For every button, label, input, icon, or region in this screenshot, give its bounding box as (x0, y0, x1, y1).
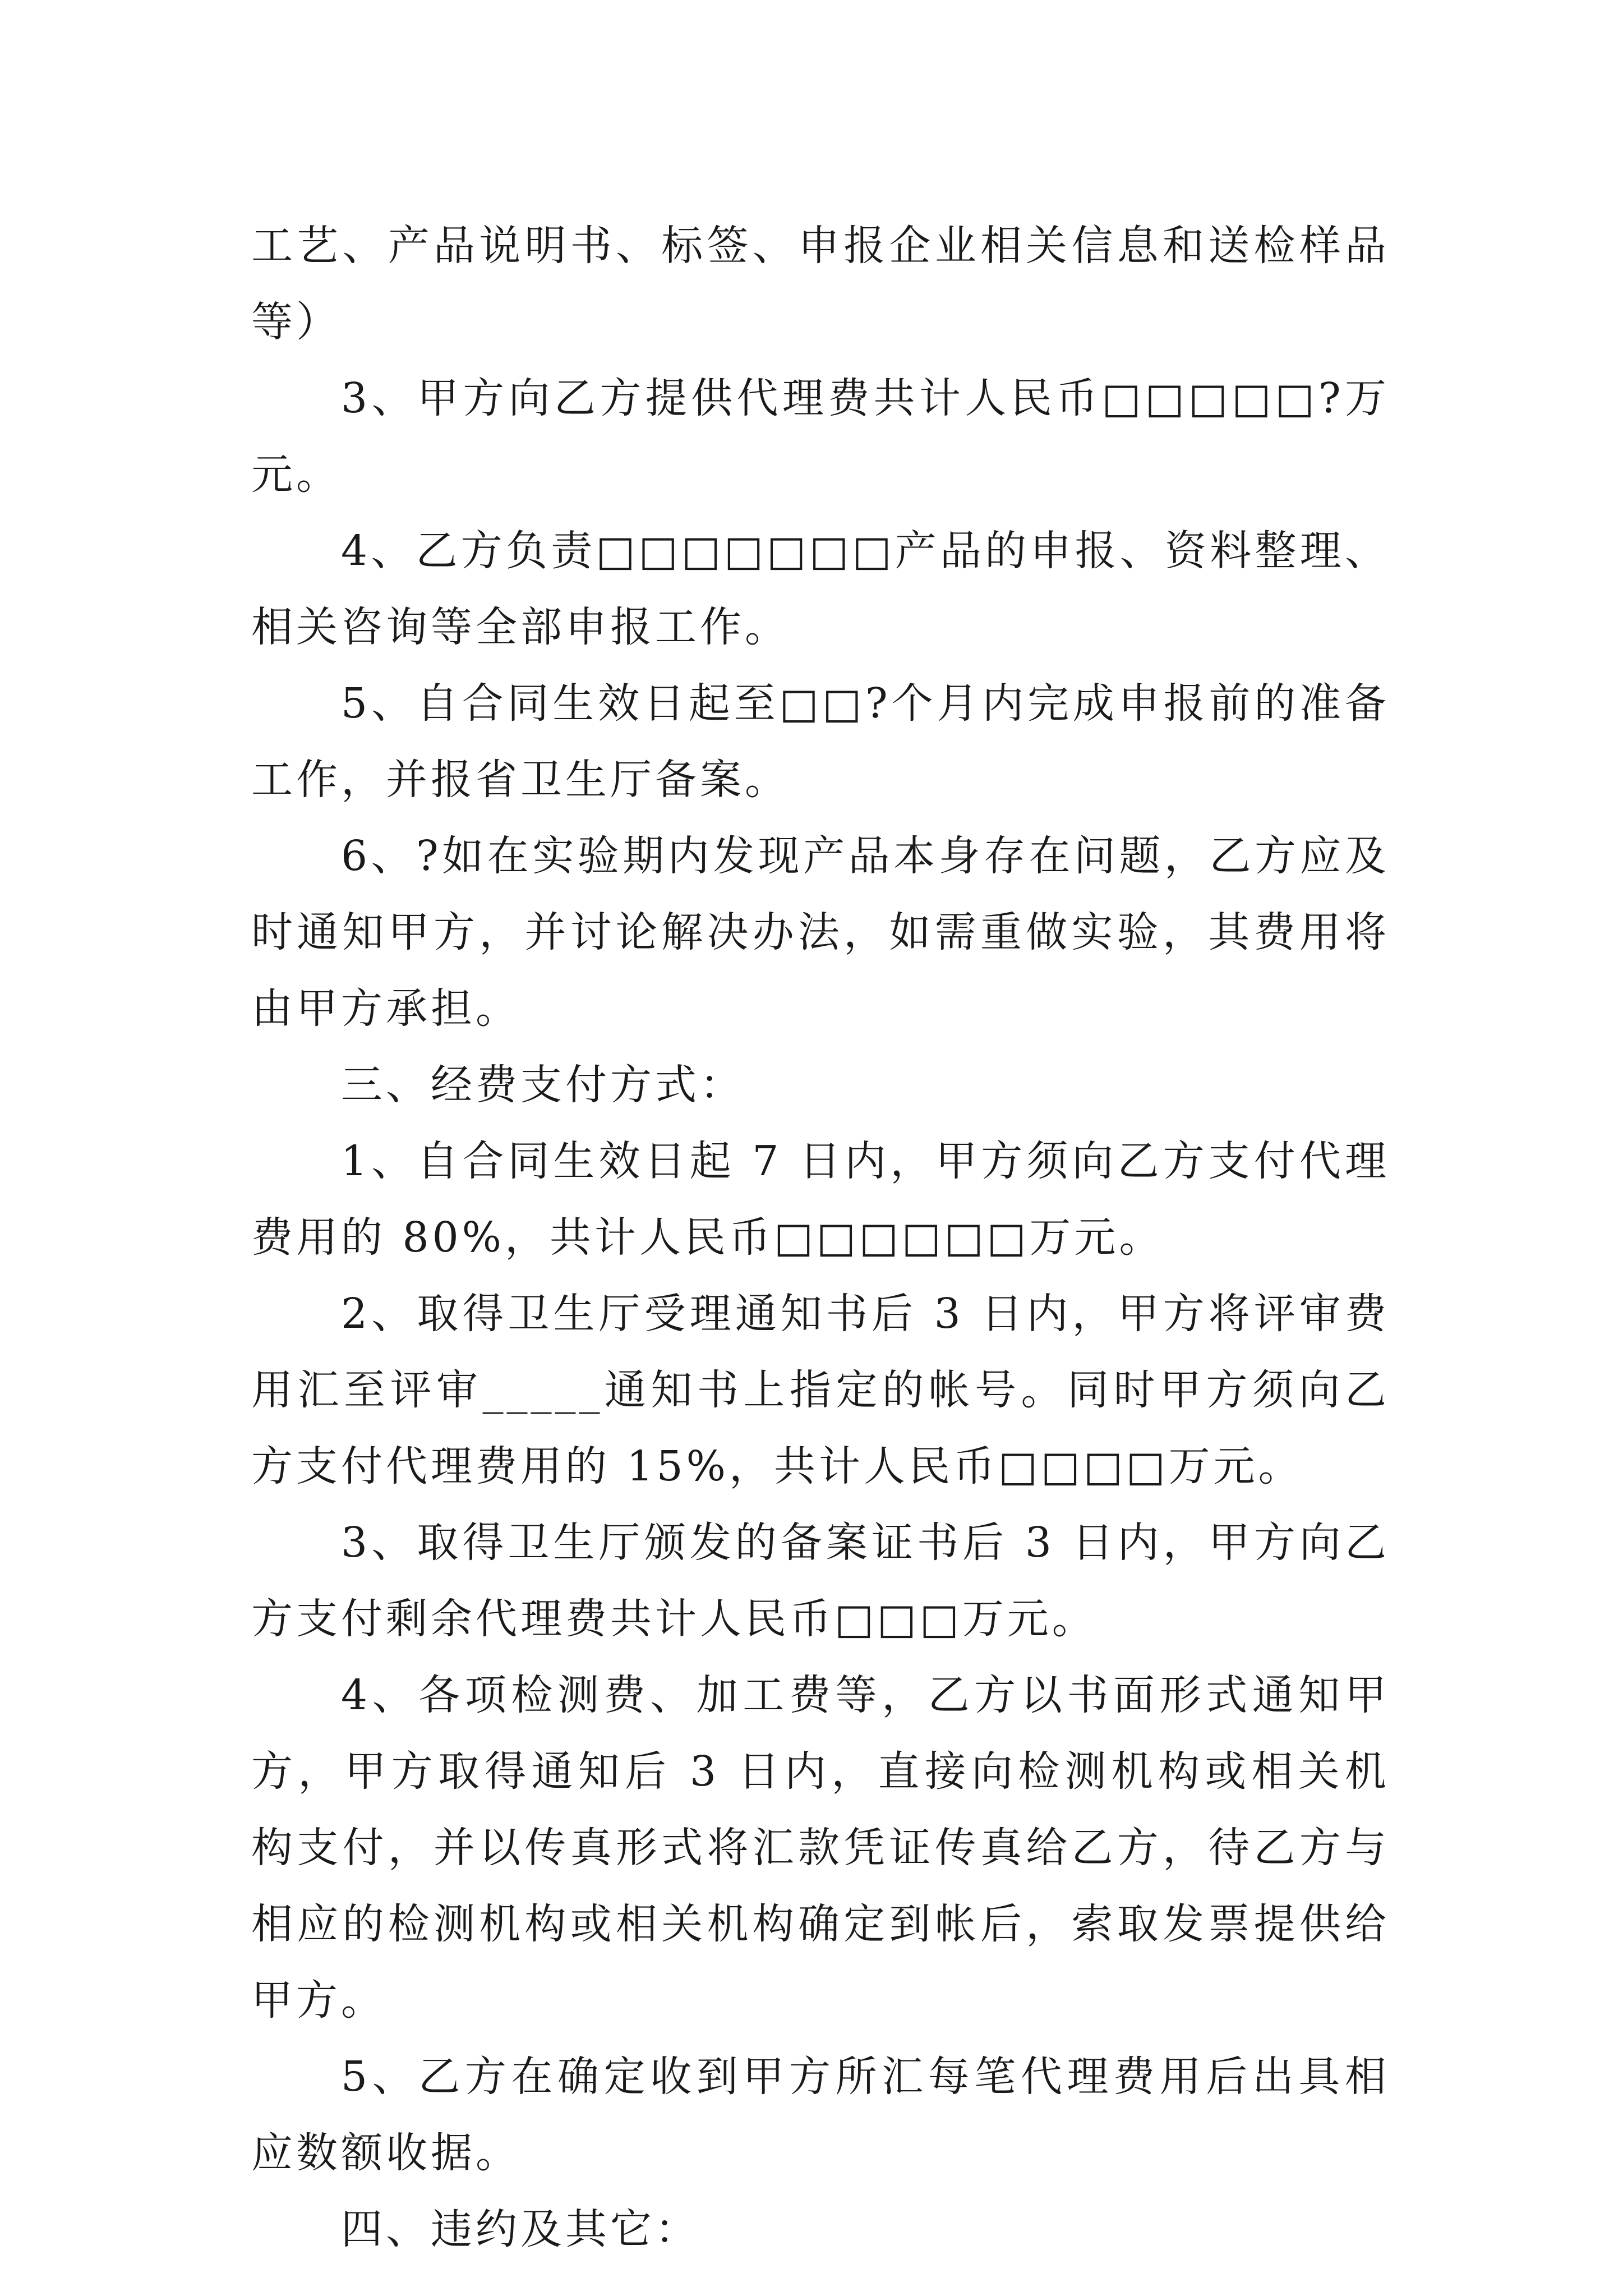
paragraph-11: 5、乙方在确定收到甲方所汇每笔代理费用后出具相应数额收据。 (251, 2053, 1390, 2177)
paragraph-1: 工艺、产品说明书、标签、申报企业相关信息和送检样品等） (251, 222, 1390, 346)
section-heading-payment: 三、经费支付方式： (341, 1061, 745, 1109)
paragraph-8: 2、取得卫生厅受理通知书后 3 日内，甲方将评审费用汇至评审_____通知书上指定的帐号。同时甲方须向乙方支付代理费用的 15%，共计人民币□□□□万元。 (251, 1290, 1390, 1490)
document-body (251, 208, 1390, 2267)
paragraph-7: 1、自合同生效日起 7 日内，甲方须向乙方支付代理费用的 80%，共计人民币□□□□□□万元。 (251, 1137, 1390, 1262)
section-heading-breach: 四、违约及其它： (341, 2205, 700, 2253)
paragraph-5: 6、?如在实验期内发现产品本身存在问题，乙方应及时通知甲方，并讨论解决办法，如需重做实验，其费用将由甲方承担。 (251, 832, 1390, 1033)
paragraph-9: 3、取得卫生厅颁发的备案证书后 3 日内，甲方向乙方支付剩余代理费共计人民币□□□万元。 (251, 1519, 1390, 1643)
paragraph-10: 4、各项检测费、加工费等，乙方以书面形式通知甲方，甲方取得通知后 3 日内，直接向检测机构或相关机构支付，并以传真形式将汇款凭证传真给乙方，待乙方与相应的检测机构或相关机构确定到帐后，索取发票提供给甲方。 (251, 1671, 1390, 2024)
paragraph-3: 4、乙方负责□□□□□□□产品的申报、资料整理、相关咨询等全部申报工作。 (251, 527, 1390, 651)
paragraph-4: 5、自合同生效日起至□□?个月内完成申报前的准备工作，并报省卫生厅备案。 (251, 679, 1390, 804)
paragraph-2: 3、甲方向乙方提供代理费共计人民币□□□□□?万元。 (251, 374, 1390, 499)
